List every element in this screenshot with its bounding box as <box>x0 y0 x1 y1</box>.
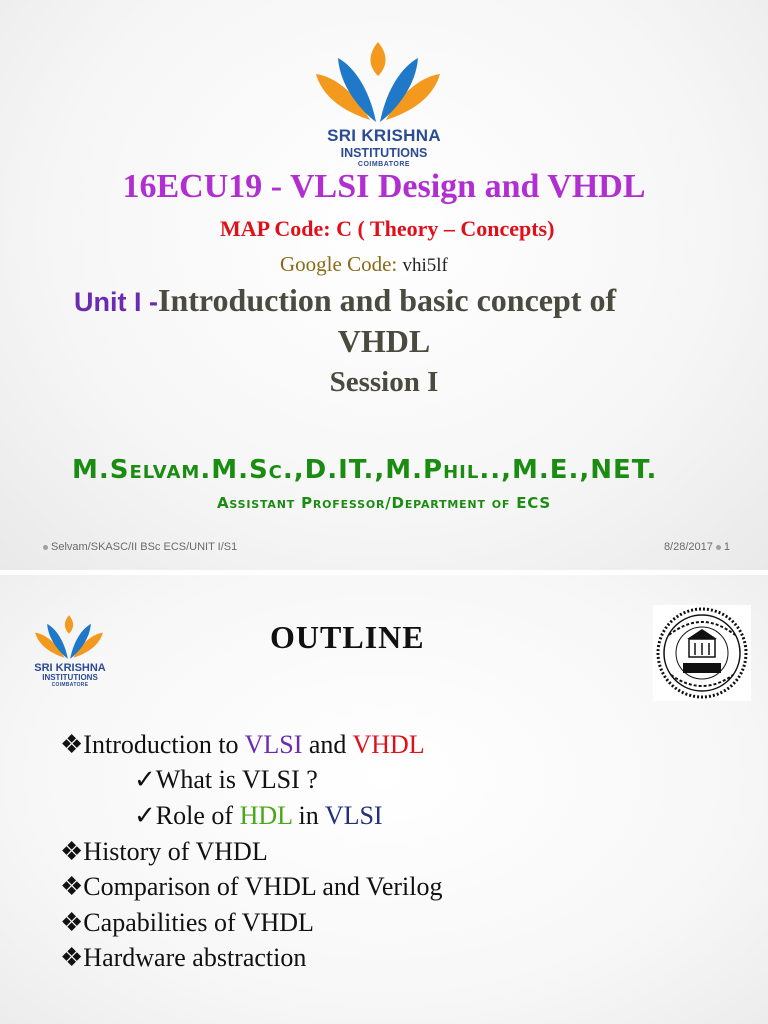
footer-text: Selvam/SKASC/II BSc ECS/UNIT I/S1 <box>51 541 238 553</box>
unit-title-part2: VHDL <box>337 323 431 359</box>
slide-footer-right <box>630 541 730 553</box>
slide-outline <box>0 575 768 1024</box>
author-name: M.Selvam.M.Sc.,D.IT.,M.Phil..,M.E.,NET. <box>72 455 658 485</box>
list-item-text: ✓Role of <box>134 801 240 830</box>
footer-dot-icon <box>716 545 721 550</box>
google-code <box>280 252 448 277</box>
unit-title-part1: Introduction and basic concept of <box>157 282 617 318</box>
brand-subtitle: INSTITUTIONS <box>340 146 428 160</box>
unit-heading <box>74 282 616 319</box>
keyword-hdl: HDL <box>239 801 293 830</box>
list-item: ❖Hardware abstraction <box>60 943 307 972</box>
brand-location: COIMBATORE <box>51 682 89 688</box>
sri-krishna-logo-icon <box>314 40 442 124</box>
slide-footer <box>40 541 237 553</box>
brand-name: SRI KRISHNA <box>327 126 441 145</box>
college-seal-icon <box>653 605 751 701</box>
brand-subtitle: INSTITUTIONS <box>42 673 98 682</box>
list-item <box>134 801 383 831</box>
keyword-vlsi: VLSI <box>324 801 383 830</box>
list-item: ❖Comparison of VHDL and Verilog <box>60 872 443 901</box>
sri-krishna-logo-icon <box>34 613 104 661</box>
list-item: ❖Capabilities of VHDL <box>60 908 314 937</box>
unit-label: Unit I - <box>74 287 158 317</box>
keyword-vhdl: VHDL <box>352 730 425 759</box>
map-code: MAP Code: C ( Theory – Concepts) <box>220 216 555 241</box>
list-item-text: ❖Introduction to <box>60 730 245 759</box>
slide-heading: OUTLINE <box>270 619 425 655</box>
list-item: ❖History of VHDL <box>60 837 268 866</box>
session-label: Session I <box>329 366 439 398</box>
list-item <box>60 730 425 760</box>
list-item-text: in <box>292 801 325 830</box>
brand-location: COIMBATORE <box>357 161 411 168</box>
keyword-vlsi: VLSI <box>244 730 303 759</box>
author-role: Assistant Professor/Department of ECS <box>217 494 551 512</box>
course-title: 16ECU19 - VLSI Design and VHDL <box>122 168 646 205</box>
google-code-label: Google Code: <box>280 252 403 276</box>
brand-name: SRI KRISHNA <box>34 662 106 674</box>
list-item: ✓What is VLSI ? <box>134 765 318 794</box>
slide-number: 1 <box>723 541 730 553</box>
footer-dot-icon <box>43 545 48 550</box>
list-item-text: and <box>302 730 353 759</box>
footer-date: 8/28/2017 <box>663 541 713 553</box>
google-code-value: vhi5lf <box>402 255 448 276</box>
